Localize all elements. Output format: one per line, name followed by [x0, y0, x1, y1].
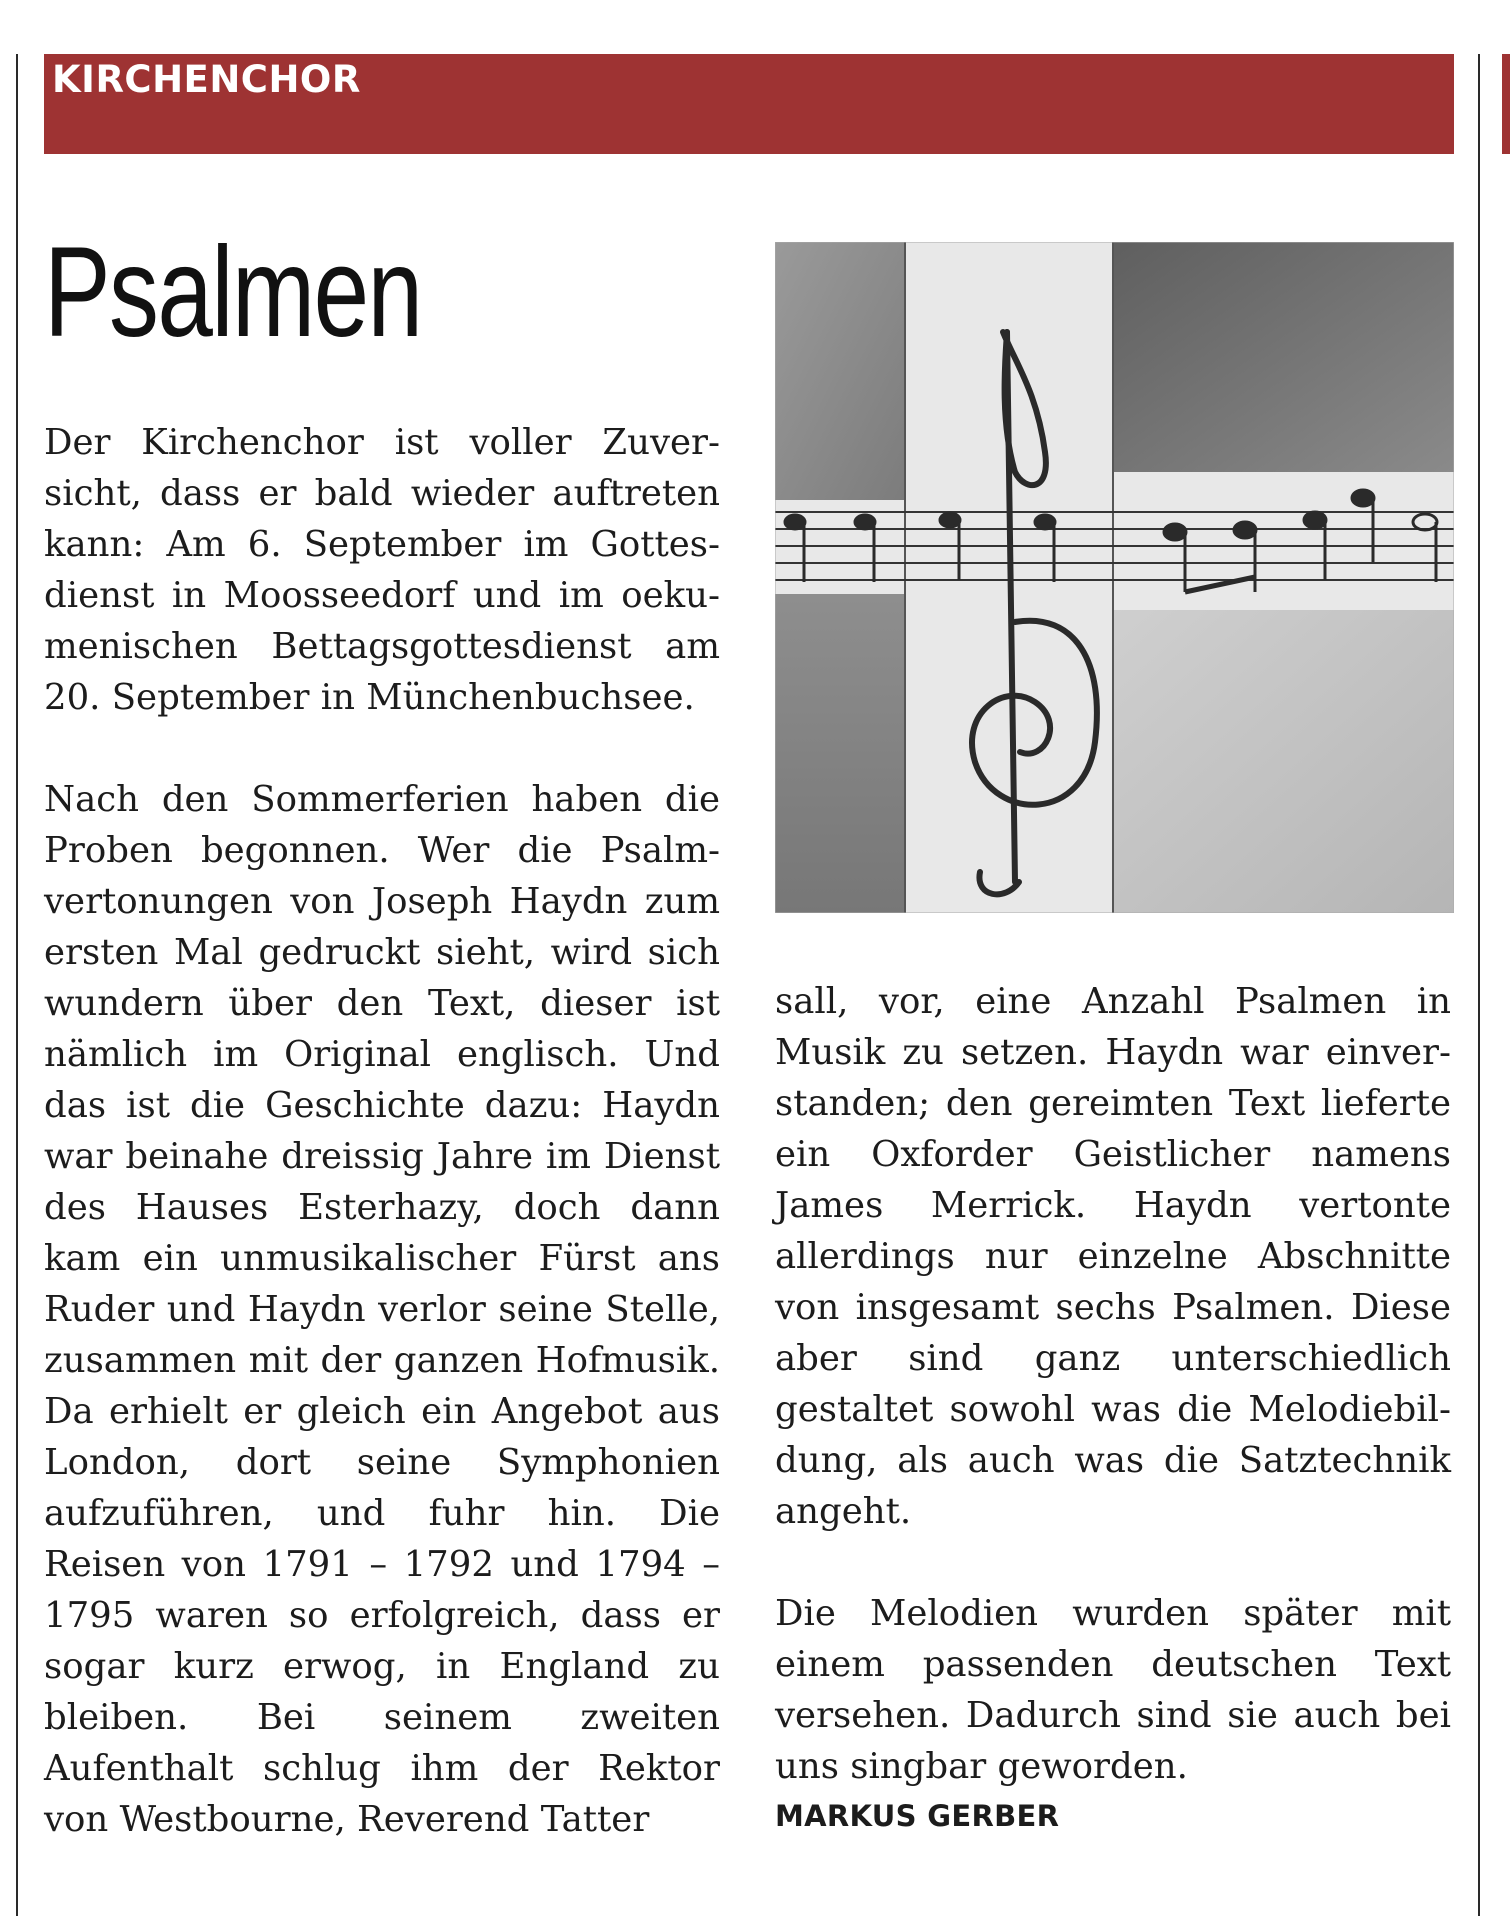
page-border-left — [16, 54, 18, 1916]
paragraph: Nach den Sommerferien haben die Proben begonnen. Wer die Psalmvertonungen von Joseph Haydn zum ersten Mal gedruckt sieht, wird sich wundern über den Text, dieser ist nämlich im Original englisch. Und das ist die Geschichte dazu: Haydn war beinahe dreissig Jahre im Dienst des Hauses Esterhazy, doch dann kam ein unmusikalischer Fürst ans Ruder und Haydn verlor seine Stelle, zusammen mit der ganzen Hofmusik. Da erhielt er gleich ein Angebot aus London, dort seine Symphonien aufzuführen, und fuhr hin. Die Reisen von 1791 – 1792 und 1794 – 1795 waren so erfolgreich, dass er sogar kurz erwog, in England zu bleiben. Bei seinem zweiten Aufenthalt schlug ihm der Rektor von Westbourne, Reverend Tatter — [44, 779, 720, 1840]
shade-block — [1113, 242, 1454, 472]
shade-block — [1113, 610, 1454, 913]
section-header-bar — [44, 54, 1454, 154]
author-byline: MARKUS GERBER — [775, 1799, 1060, 1833]
article-title: Psalmen — [44, 221, 422, 364]
paragraph: sall, vor, eine Anzahl Psalmen in Musik zu setzen. Haydn war einverstanden; den gereimten Text lieferte ein Oxforder Geistlicher namens James Merrick. Haydn vertonte allerdings nur einzelne Abschnitte von insgesamt sechs Psalmen. Diese aber sind ganz unterschiedlich gestaltet sowohl was die Melodiebildung, als auch was die Satztechnik angeht. — [775, 981, 1451, 1532]
article-column-1 — [44, 417, 720, 1845]
music-illustration-image — [775, 242, 1454, 913]
next-article-header-bar — [1502, 54, 1510, 154]
section-label: KIRCHENCHOR — [52, 58, 361, 101]
paragraph: Die Melodien wurden später mit einem passenden deutschen Text versehen. Dadurch sind sie auch bei uns singbar geworden. — [775, 1593, 1451, 1787]
shade-block — [775, 242, 905, 500]
article-column-2 — [775, 976, 1451, 1836]
shade-block — [775, 594, 905, 913]
paragraph: Der Kirchenchor ist voller Zuversicht, dass er bald wieder auftreten kann: Am 6. September im Gottesdienst in Moosseedorf und im oekumenischen Bettagsgottesdienst am 20. September in Münchenbuchsee. — [44, 422, 720, 718]
column-divider-right — [1478, 54, 1480, 1916]
